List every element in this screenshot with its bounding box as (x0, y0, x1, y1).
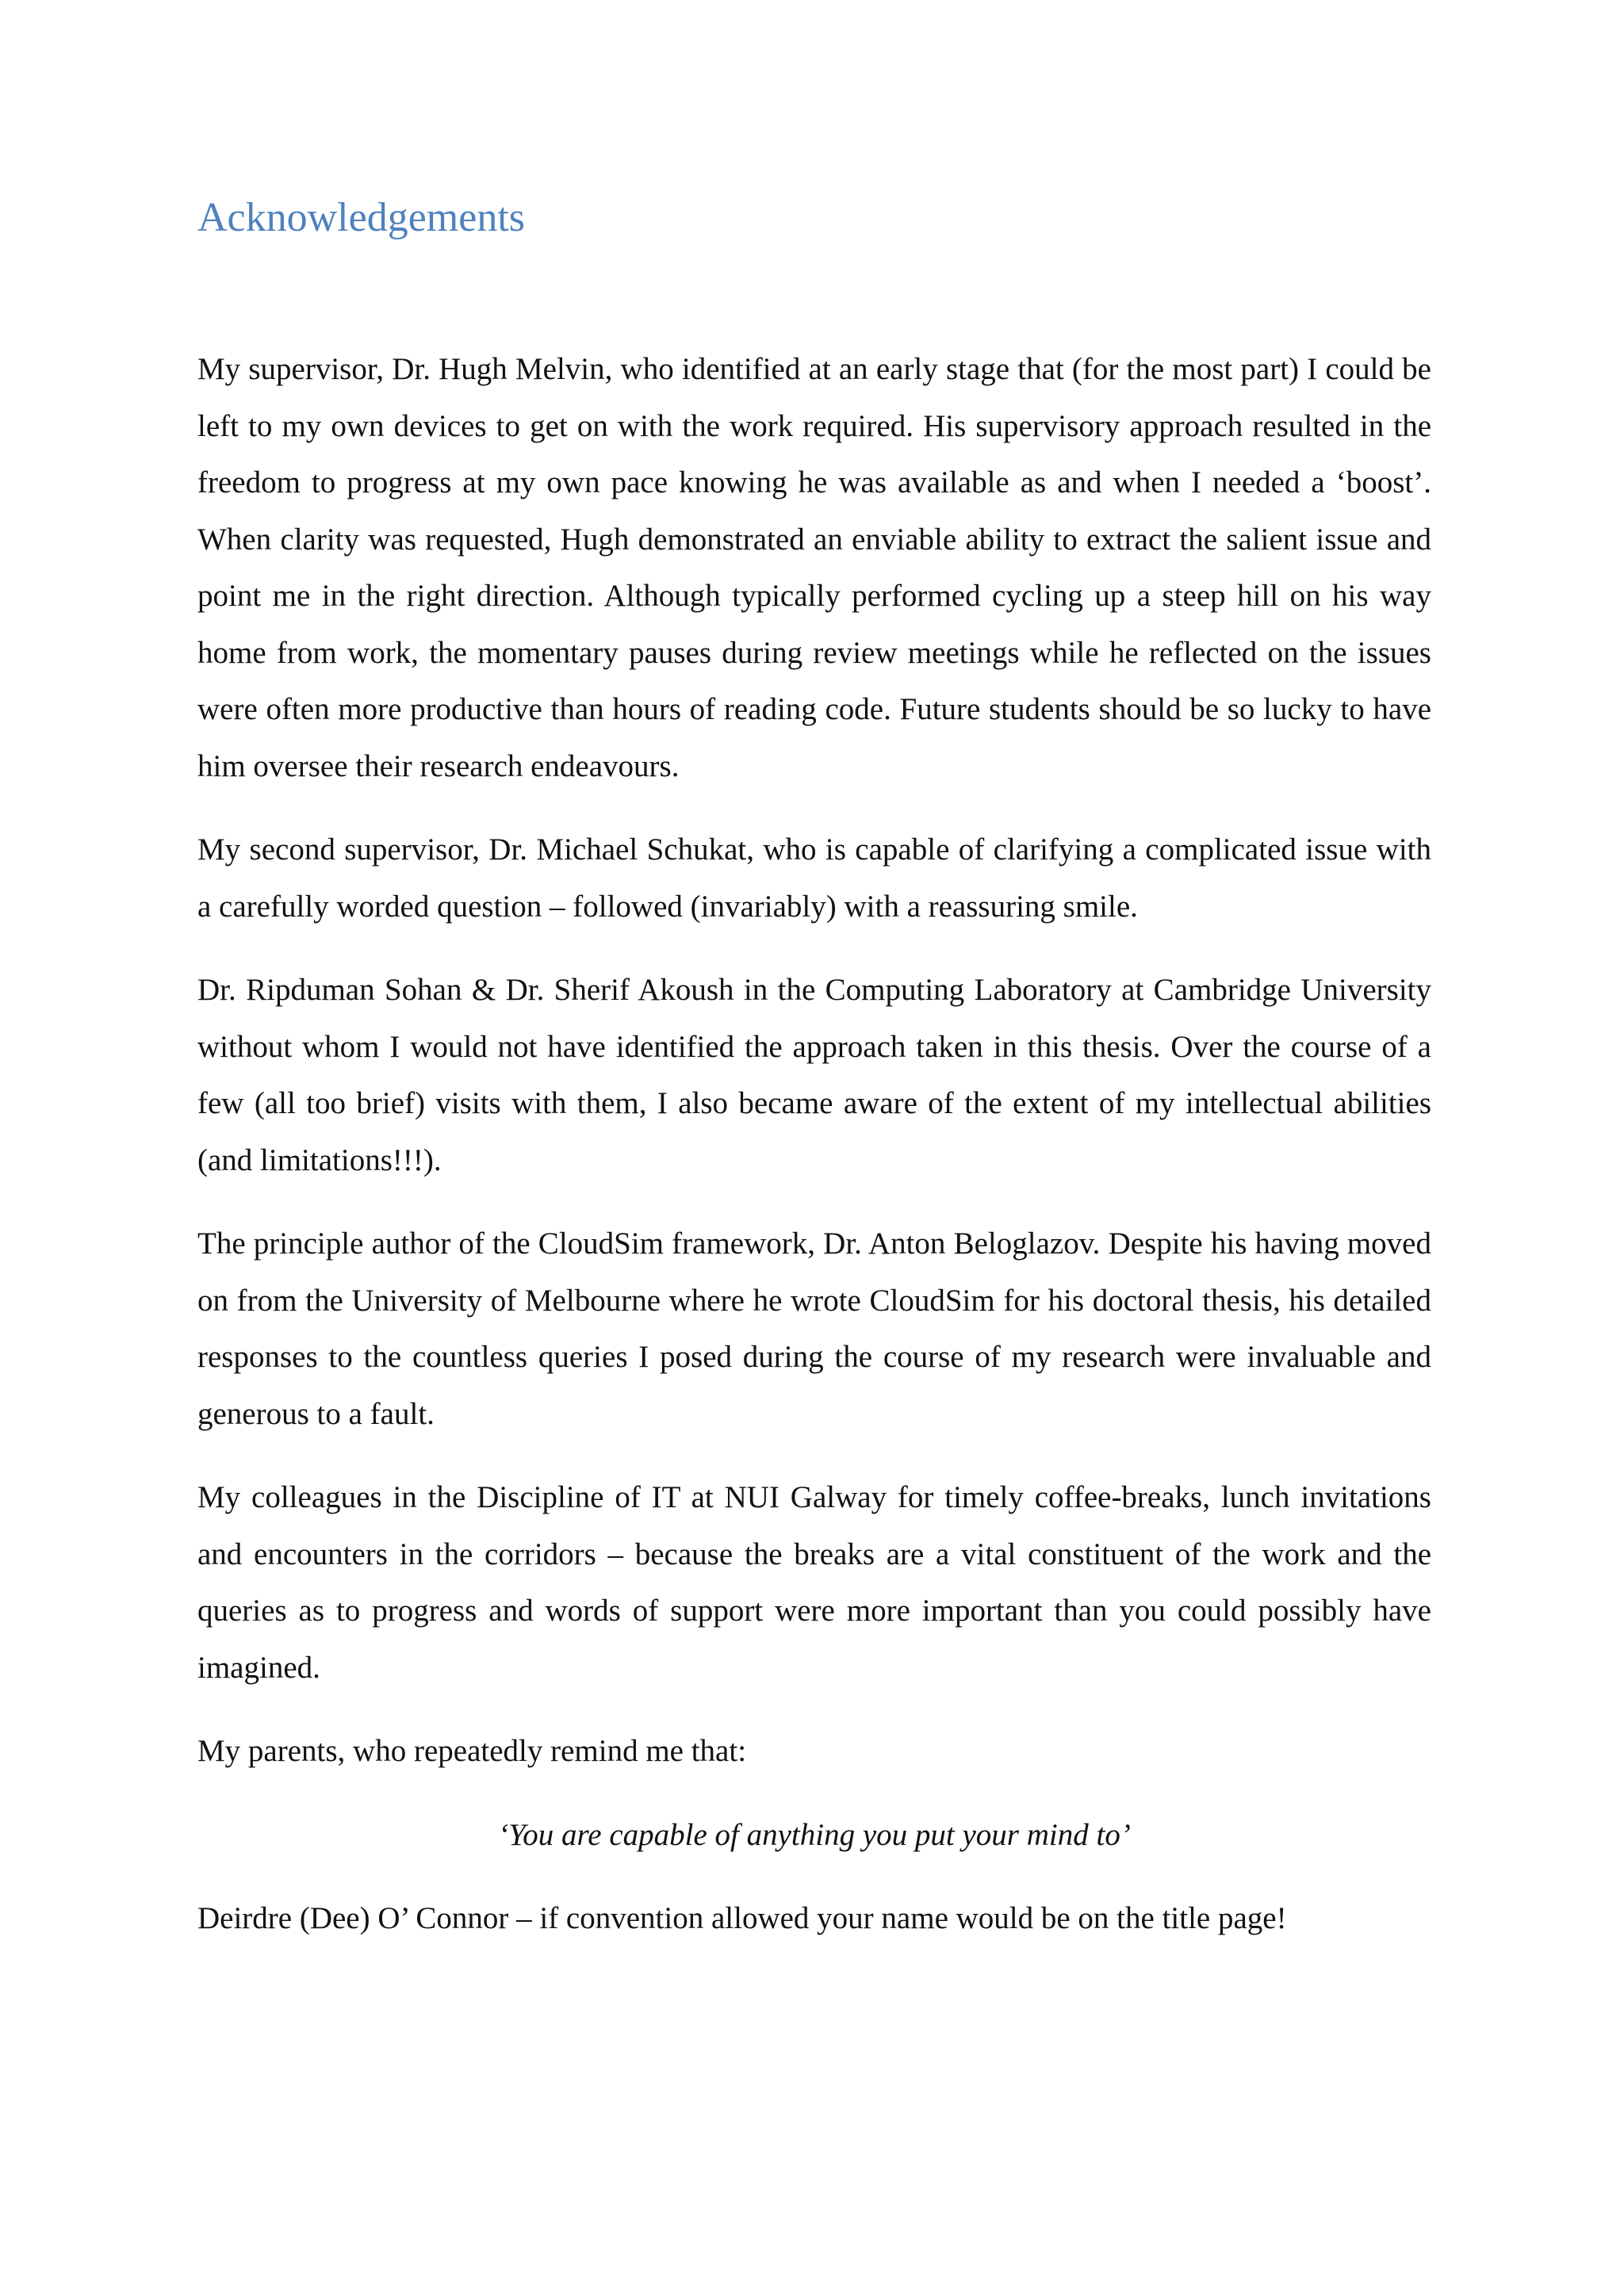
paragraph-closing: Deirdre (Dee) O’ Connor – if convention allowed your name would be on the title page! (197, 1901, 1287, 1935)
paragraph-supervisor: My supervisor, Dr. Hugh Melvin, who identified at an early stage that (for the most part) I could be left to my own devices to get on with the work required. His supervisory approach resulted in the freedom to progress at my own pace knowing he was available as and when I needed a ‘boost’. When clarity was requested, Hugh demonstrated an enviable ability to extract the salient issue and point me in the right direction. Although typically performed cycling up a steep hill on his way home from work, the momentary pauses during review meetings while he reflected on the issues were often more productive than hours of reading code. Future students should be so lucky to have him oversee their research endeavours. (197, 352, 1431, 783)
paragraph-parents: My parents, who repeatedly remind me that: (197, 1734, 747, 1768)
acknowledgements-body (197, 341, 1431, 1974)
parents-quote: ‘You are capable of anything you put your mind to’ (498, 1817, 1131, 1852)
paragraph-colleagues: My colleagues in the Discipline of IT at NUI Galway for timely coffee-breaks, lunch invitations and encounters in the corridors – because the breaks are a vital constituent of the work and the queries as to progress and words of support were more important than you could possibly have imagined. (197, 1480, 1431, 1685)
paragraph-cambridge: Dr. Ripduman Sohan & Dr. Sherif Akoush in the Computing Laboratory at Cambridge University without whom I would not have identified the approach taken in this thesis. Over the course of a few (all too brief) visits with them, I also became aware of the extent of my intellectual abilities (and limitations!!!). (197, 973, 1431, 1177)
page-heading: Acknowledgements (197, 195, 526, 240)
paragraph-second-supervisor: My second supervisor, Dr. Michael Schukat, who is capable of clarifying a complicated issue with a carefully worded question – followed (invariably) with a reassuring smile. (197, 832, 1431, 924)
paragraph-cloudsim: The principle author of the CloudSim framework, Dr. Anton Beloglazov. Despite his having moved on from the University of Melbourne where he wrote CloudSim for his doctoral thesis, his detailed responses to the countless queries I posed during the course of my research were invaluable and generous to a fault. (197, 1226, 1431, 1431)
